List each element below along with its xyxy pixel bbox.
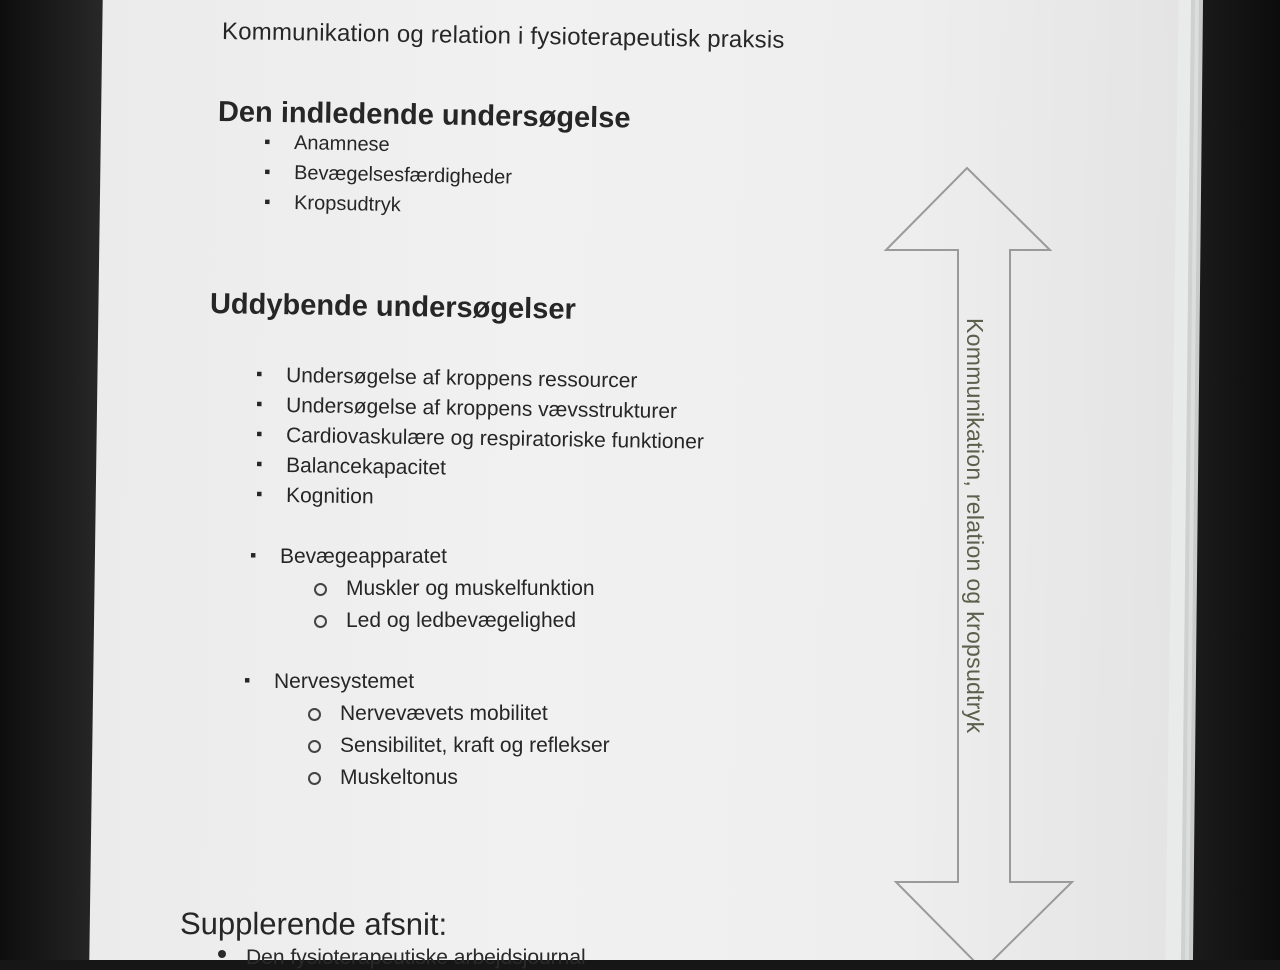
circle-bullet-icon	[308, 740, 321, 753]
sub-item-label: Muskeltonus	[340, 766, 458, 789]
list-item-label: Kropsudtryk	[293, 192, 402, 217]
arrow-label: Kommunikation, relation og kropsudtryk	[962, 318, 988, 734]
list-item-label: Undersøgelse af kroppens ressourcer	[285, 364, 638, 393]
list-item	[263, 191, 512, 227]
musculoskeletal-group	[250, 545, 595, 641]
section-heading-supplementary: Supplerende afsnit:	[179, 906, 448, 942]
initial-examination-list	[263, 131, 513, 222]
circle-bullet-icon	[314, 615, 327, 628]
square-bullet-icon: ▪	[250, 545, 257, 565]
sub-list-item	[346, 609, 595, 641]
square-bullet-icon: ▪	[255, 453, 263, 474]
square-bullet-icon: ▪	[255, 423, 263, 444]
sub-item-label: Sensibilitet, kraft og reflekser	[340, 734, 610, 757]
bullet-icon	[218, 950, 226, 958]
sub-item-label: Nervevævets mobilitet	[340, 702, 548, 725]
section-heading-detailed-examinations: Uddybende undersøgelser	[209, 288, 577, 326]
square-bullet-icon: ▪	[255, 363, 263, 384]
square-bullet-icon: ▪	[244, 670, 251, 690]
sub-item-label: Led og ledbevægelighed	[346, 609, 577, 632]
list-item	[255, 483, 704, 521]
list-item-label: Cardiovaskulære og respiratoriske funktioner	[285, 424, 705, 454]
list-item	[263, 131, 512, 167]
nervous-system-group	[244, 670, 610, 798]
detailed-examinations-list	[255, 363, 705, 514]
partial-list-item	[246, 946, 586, 970]
square-bullet-icon: ▪	[255, 393, 263, 414]
list-item	[250, 545, 529, 577]
document-title: Kommunikation og relation i fysioterapeutisk praksis	[221, 18, 785, 54]
list-item-label: Balancekapacitet	[285, 454, 447, 480]
circle-bullet-icon	[308, 708, 321, 721]
square-bullet-icon: ▪	[255, 483, 263, 504]
list-item	[244, 670, 544, 702]
group-label: Bevægeapparatet	[280, 545, 447, 568]
circle-bullet-icon	[314, 583, 327, 596]
sub-list-item	[340, 734, 610, 766]
sub-list-item	[340, 702, 610, 734]
partial-item-label: Den fysioterapeutiske arbejdsjournal	[246, 946, 586, 969]
sub-list-item	[340, 766, 610, 798]
circle-bullet-icon	[308, 772, 321, 785]
section-heading-initial-examination: Den indledende undersøgelse	[217, 96, 631, 135]
list-item	[263, 161, 513, 197]
square-bullet-icon: ▪	[263, 161, 271, 182]
sub-item-label: Muskler og muskelfunktion	[346, 577, 595, 600]
list-item-label: Bevægelsesfærdigheder	[293, 162, 513, 189]
list-item-label: Undersøgelse af kroppens vævsstrukturer	[285, 394, 678, 424]
square-bullet-icon: ▪	[263, 131, 271, 152]
group-label: Nervesystemet	[274, 670, 415, 693]
square-bullet-icon: ▪	[263, 191, 271, 212]
sub-list-item	[346, 577, 595, 609]
list-item-label: Anamnese	[293, 132, 390, 157]
list-item-label: Kognition	[285, 484, 374, 509]
